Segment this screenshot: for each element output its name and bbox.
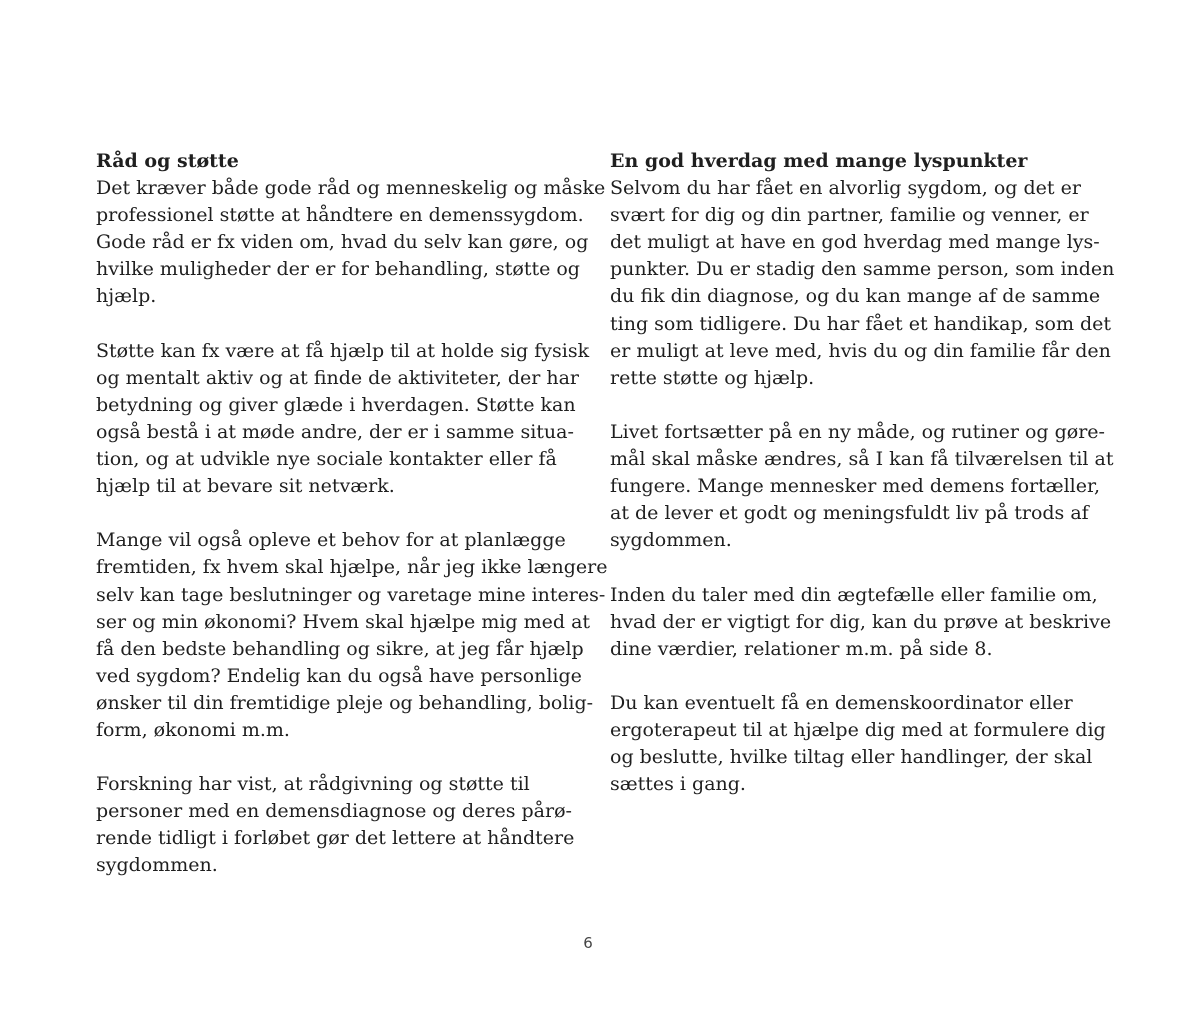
text-line: og mentalt aktiv og at finde de aktiviteter, der har bbox=[96, 366, 579, 389]
paragraph bbox=[96, 175, 606, 310]
text-line: hvilke muligheder der er for behandling, støtte og bbox=[96, 258, 580, 281]
text-line: form, økonomi m.m. bbox=[96, 718, 290, 741]
text-line: Livet fortsætter på en ny måde, og rutiner og gøre- bbox=[610, 420, 1105, 443]
text-line: ser og min økonomi? Hvem skal hjælpe mig med at bbox=[96, 610, 591, 633]
text-line: Inden du taler med din ægtefælle eller familie om, bbox=[610, 583, 1098, 606]
text-line: tion, og at udvikle nye sociale kontakter eller få bbox=[96, 448, 557, 471]
paragraph bbox=[96, 527, 608, 744]
right-column bbox=[610, 148, 1115, 825]
text-line: Du kan eventuelt få en demenskoordinator eller bbox=[610, 691, 1073, 714]
text-line: Gode råd er fx viden om, hvad du selv kan gøre, og bbox=[96, 231, 589, 254]
paragraph bbox=[96, 338, 590, 501]
text-line: sygdommen. bbox=[610, 529, 732, 552]
text-line: få den bedste behandling og sikre, at jeg får hjælp bbox=[96, 637, 584, 660]
text-line: Det kræver både gode råd og menneskelig og måske bbox=[96, 177, 606, 200]
text-line: du fik din diagnose, og du kan mange af de samme bbox=[610, 285, 1101, 308]
text-line: punkter. Du er stadig den samme person, som inden bbox=[610, 258, 1115, 281]
text-line: sygdommen. bbox=[96, 854, 218, 877]
text-line: at de lever et godt og meningsfuldt liv på trods af bbox=[610, 502, 1089, 525]
paragraph bbox=[610, 690, 1106, 798]
text-line: hjælp. bbox=[96, 285, 157, 308]
text-line: hjælp til at bevare sit netværk. bbox=[96, 475, 395, 498]
text-line: sættes i gang. bbox=[610, 773, 746, 796]
section-heading-god-hverdag: En god hverdag med mange lyspunkter bbox=[610, 150, 1028, 172]
text-line: professionel støtte at håndtere en demenssygdom. bbox=[96, 204, 584, 227]
text-line: fremtiden, fx hvem skal hjælpe, når jeg ikke længere bbox=[96, 556, 608, 579]
section-heading-raad-og-stoette: Råd og støtte bbox=[96, 150, 239, 172]
text-line: Selvom du har fået en alvorlig sygdom, og det er bbox=[610, 177, 1081, 200]
text-line: er muligt at leve med, hvis du og din familie får den bbox=[610, 339, 1111, 362]
text-line: personer med en demensdiagnose og deres pårø- bbox=[96, 800, 572, 823]
text-line: hvad der er vigtigt for dig, kan du prøve at beskrive bbox=[610, 610, 1112, 633]
text-line: rette støtte og hjælp. bbox=[610, 366, 815, 389]
text-line: rende tidligt i forløbet gør det lettere at håndtere bbox=[96, 827, 575, 850]
text-line: ergoterapeut til at hjælpe dig med at formulere dig bbox=[610, 718, 1106, 741]
text-line: ting som tidligere. Du har fået et handikap, som det bbox=[610, 312, 1112, 335]
text-line: det muligt at have en god hverdag med mange lys- bbox=[610, 231, 1100, 254]
text-line: dine værdier, relationer m.m. på side 8. bbox=[610, 637, 993, 660]
text-line: Forskning har vist, at rådgivning og støtte til bbox=[96, 773, 530, 796]
text-line: ønsker til din fremtidige pleje og behandling, bolig- bbox=[96, 691, 594, 714]
text-line: mål skal måske ændres, så I kan få tilværelsen til at bbox=[610, 448, 1114, 471]
text-line: også bestå i at møde andre, der er i samme situa- bbox=[96, 420, 574, 443]
text-line: Støtte kan fx være at få hjælp til at holde sig fysisk bbox=[96, 339, 590, 362]
text-line: Mange vil også opleve et behov for at planlægge bbox=[96, 529, 566, 552]
text-line: og beslutte, hvilke tiltag eller handlinger, der skal bbox=[610, 746, 1093, 769]
text-line: betydning og giver glæde i hverdagen. Støtte kan bbox=[96, 393, 576, 416]
text-line: ved sygdom? Endelig kan du også have personlige bbox=[96, 664, 582, 687]
page-number: 6 bbox=[583, 934, 593, 952]
text-line: svært for dig og din partner, familie og venner, er bbox=[610, 204, 1089, 227]
text-line: fungere. Mange mennesker med demens fortæller, bbox=[610, 475, 1101, 498]
left-column bbox=[96, 148, 608, 907]
paragraph bbox=[96, 771, 576, 879]
paragraph bbox=[610, 175, 1115, 392]
paragraph bbox=[610, 419, 1114, 554]
paragraph bbox=[610, 582, 1112, 663]
right-column-body bbox=[610, 175, 1115, 798]
left-column-body bbox=[96, 175, 608, 879]
text-line: selv kan tage beslutninger og varetage mine interes- bbox=[96, 583, 606, 606]
